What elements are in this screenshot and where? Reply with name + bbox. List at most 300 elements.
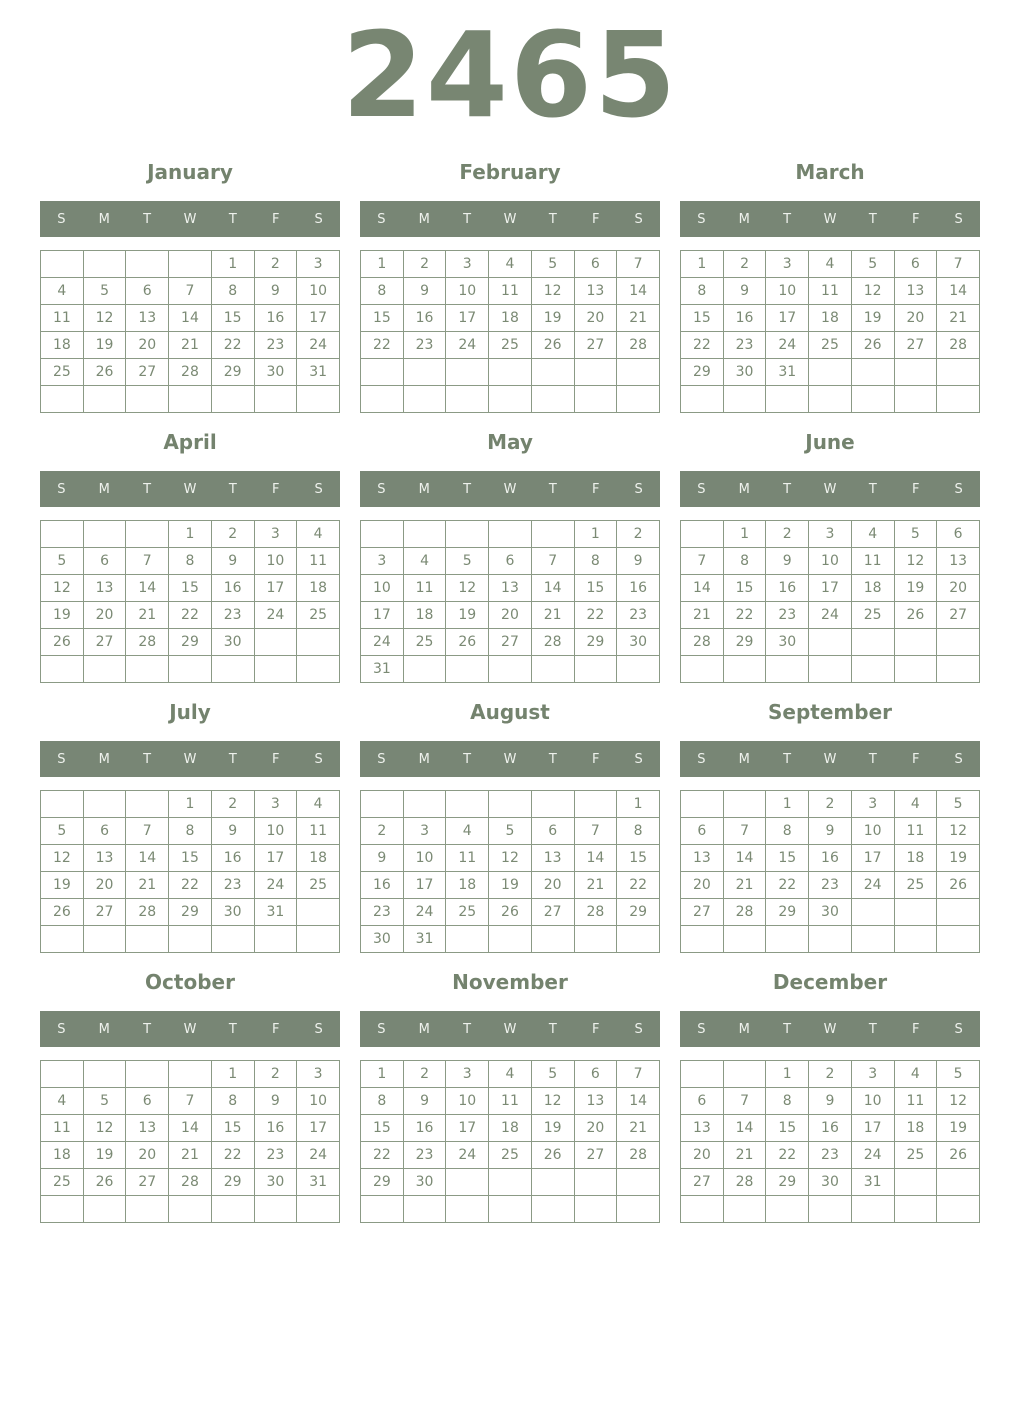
day-cell: 30 — [766, 629, 809, 656]
day-cell: 6 — [894, 251, 937, 278]
day-cell: 14 — [169, 1115, 212, 1142]
empty-day-cell — [169, 1196, 212, 1223]
day-cell: 9 — [809, 818, 852, 845]
weekday-label: M — [418, 481, 430, 497]
week-row — [361, 521, 660, 548]
weekday-header — [680, 201, 980, 237]
weekday-label: T — [783, 481, 792, 497]
day-cell: 17 — [809, 575, 852, 602]
month-block — [40, 700, 340, 953]
day-cell: 1 — [723, 521, 766, 548]
week-row — [361, 359, 660, 386]
weekday-label: T — [228, 481, 237, 497]
empty-day-cell — [297, 386, 340, 413]
week-row — [361, 1169, 660, 1196]
day-cell: 14 — [169, 305, 212, 332]
week-row — [361, 818, 660, 845]
week-row — [41, 899, 340, 926]
week-row — [681, 845, 980, 872]
day-cell: 10 — [403, 845, 446, 872]
empty-day-cell — [403, 359, 446, 386]
day-cell: 16 — [211, 845, 254, 872]
empty-day-cell — [126, 656, 169, 683]
day-cell: 22 — [361, 332, 404, 359]
day-cell: 5 — [894, 521, 937, 548]
week-row — [41, 1061, 340, 1088]
day-cell: 24 — [254, 872, 297, 899]
weekday-label: S — [377, 481, 386, 497]
weekday-label: S — [697, 1021, 706, 1037]
day-cell: 9 — [211, 818, 254, 845]
weekday-label: M — [418, 751, 430, 767]
week-row — [361, 1061, 660, 1088]
day-cell: 26 — [83, 359, 126, 386]
day-cell: 25 — [297, 872, 340, 899]
weekday-header — [680, 471, 980, 507]
day-cell: 17 — [446, 305, 489, 332]
empty-day-cell — [681, 791, 724, 818]
week-row — [361, 845, 660, 872]
empty-day-cell — [894, 1196, 937, 1223]
empty-day-cell — [574, 656, 617, 683]
day-cell: 25 — [446, 899, 489, 926]
day-cell: 3 — [297, 251, 340, 278]
day-cell: 12 — [41, 845, 84, 872]
day-cell: 25 — [489, 1142, 532, 1169]
day-cell: 8 — [766, 1088, 809, 1115]
day-cell: 7 — [531, 548, 574, 575]
week-row — [41, 386, 340, 413]
day-cell: 24 — [361, 629, 404, 656]
day-cell: 7 — [169, 278, 212, 305]
day-cell: 27 — [681, 899, 724, 926]
weekday-label: W — [183, 481, 197, 497]
empty-day-cell — [489, 386, 532, 413]
day-cell: 30 — [809, 1169, 852, 1196]
day-cell: 2 — [361, 818, 404, 845]
day-cell: 10 — [446, 1088, 489, 1115]
empty-day-cell — [297, 899, 340, 926]
day-cell: 23 — [809, 872, 852, 899]
empty-day-cell — [126, 386, 169, 413]
weekday-label: T — [548, 1021, 557, 1037]
day-cell: 13 — [126, 1115, 169, 1142]
day-cell: 26 — [489, 899, 532, 926]
empty-day-cell — [894, 359, 937, 386]
weekday-label: S — [697, 751, 706, 767]
empty-day-cell — [531, 1196, 574, 1223]
empty-day-cell — [894, 386, 937, 413]
day-cell: 27 — [126, 359, 169, 386]
empty-day-cell — [446, 386, 489, 413]
weekday-label: F — [911, 481, 920, 497]
day-cell: 31 — [361, 656, 404, 683]
empty-day-cell — [809, 1196, 852, 1223]
empty-day-cell — [766, 926, 809, 953]
empty-day-cell — [851, 899, 894, 926]
day-cell: 1 — [169, 521, 212, 548]
day-cell: 5 — [531, 251, 574, 278]
empty-day-cell — [937, 1169, 980, 1196]
day-cell: 24 — [297, 1142, 340, 1169]
empty-day-cell — [169, 656, 212, 683]
weekday-label: T — [868, 211, 877, 227]
day-cell: 12 — [489, 845, 532, 872]
day-cell: 28 — [681, 629, 724, 656]
day-cell: 18 — [41, 1142, 84, 1169]
empty-day-cell — [617, 1169, 660, 1196]
empty-day-cell — [83, 1061, 126, 1088]
empty-day-cell — [894, 629, 937, 656]
day-cell: 20 — [126, 332, 169, 359]
day-cell: 15 — [211, 1115, 254, 1142]
day-cell: 12 — [83, 1115, 126, 1142]
week-row — [681, 602, 980, 629]
empty-day-cell — [531, 656, 574, 683]
empty-day-cell — [169, 1061, 212, 1088]
day-cell: 25 — [489, 332, 532, 359]
day-cell: 4 — [489, 251, 532, 278]
day-cell: 27 — [937, 602, 980, 629]
day-cell: 8 — [681, 278, 724, 305]
weekday-label: F — [911, 751, 920, 767]
empty-day-cell — [937, 656, 980, 683]
day-cell: 10 — [297, 278, 340, 305]
empty-day-cell — [41, 656, 84, 683]
weekday-label: S — [697, 211, 706, 227]
weekday-label: T — [463, 1021, 472, 1037]
day-cell: 12 — [531, 1088, 574, 1115]
day-cell: 2 — [254, 251, 297, 278]
week-row — [681, 278, 980, 305]
empty-day-cell — [446, 926, 489, 953]
weekday-label: T — [143, 481, 152, 497]
day-cell: 20 — [126, 1142, 169, 1169]
week-row — [361, 872, 660, 899]
weekday-label: S — [954, 1021, 963, 1037]
weekday-label: M — [98, 211, 110, 227]
weekday-header — [680, 1011, 980, 1047]
empty-day-cell — [766, 1196, 809, 1223]
day-cell: 26 — [41, 899, 84, 926]
weekday-label: S — [314, 211, 323, 227]
week-row — [681, 332, 980, 359]
empty-day-cell — [446, 521, 489, 548]
month-days-table — [40, 1060, 340, 1223]
month-days-table — [680, 520, 980, 683]
week-row — [681, 305, 980, 332]
weekday-header — [360, 201, 660, 237]
empty-day-cell — [681, 521, 724, 548]
day-cell: 21 — [531, 602, 574, 629]
weekday-label: T — [463, 211, 472, 227]
day-cell: 15 — [361, 1115, 404, 1142]
day-cell: 27 — [83, 629, 126, 656]
day-cell: 24 — [851, 872, 894, 899]
day-cell: 31 — [851, 1169, 894, 1196]
week-row — [681, 386, 980, 413]
weekday-label: W — [183, 1021, 197, 1037]
day-cell: 26 — [937, 872, 980, 899]
day-cell: 5 — [937, 1061, 980, 1088]
weekday-label: T — [868, 751, 877, 767]
weekday-label: S — [634, 1021, 643, 1037]
day-cell: 8 — [169, 818, 212, 845]
day-cell: 12 — [851, 278, 894, 305]
weekday-label: T — [228, 211, 237, 227]
day-cell: 22 — [361, 1142, 404, 1169]
day-cell: 10 — [254, 818, 297, 845]
day-cell: 19 — [83, 1142, 126, 1169]
day-cell: 12 — [894, 548, 937, 575]
day-cell: 22 — [723, 602, 766, 629]
weekday-label: S — [634, 211, 643, 227]
week-row — [681, 1196, 980, 1223]
day-cell: 26 — [851, 332, 894, 359]
day-cell: 22 — [766, 872, 809, 899]
week-row — [41, 1142, 340, 1169]
weekday-label: T — [783, 1021, 792, 1037]
day-cell: 26 — [937, 1142, 980, 1169]
day-cell: 17 — [851, 845, 894, 872]
day-cell: 1 — [617, 791, 660, 818]
month-days-table — [40, 250, 340, 413]
day-cell: 9 — [254, 1088, 297, 1115]
empty-day-cell — [83, 386, 126, 413]
empty-day-cell — [851, 629, 894, 656]
day-cell: 16 — [403, 1115, 446, 1142]
empty-day-cell — [574, 1196, 617, 1223]
day-cell: 17 — [297, 305, 340, 332]
day-cell: 31 — [403, 926, 446, 953]
empty-day-cell — [361, 359, 404, 386]
day-cell: 11 — [851, 548, 894, 575]
day-cell: 19 — [41, 602, 84, 629]
day-cell: 11 — [894, 818, 937, 845]
day-cell: 23 — [254, 1142, 297, 1169]
empty-day-cell — [723, 791, 766, 818]
day-cell: 2 — [809, 791, 852, 818]
day-cell: 7 — [723, 1088, 766, 1115]
empty-day-cell — [297, 656, 340, 683]
day-cell: 11 — [894, 1088, 937, 1115]
week-row — [41, 629, 340, 656]
day-cell: 3 — [446, 251, 489, 278]
day-cell: 3 — [361, 548, 404, 575]
empty-day-cell — [766, 656, 809, 683]
weekday-label: T — [868, 481, 877, 497]
day-cell: 27 — [531, 899, 574, 926]
day-cell: 15 — [766, 845, 809, 872]
day-cell: 27 — [574, 1142, 617, 1169]
day-cell: 29 — [617, 899, 660, 926]
day-cell: 6 — [83, 818, 126, 845]
day-cell: 16 — [809, 845, 852, 872]
weekday-label: M — [418, 1021, 430, 1037]
weekday-label: F — [271, 751, 280, 767]
week-row — [361, 1088, 660, 1115]
day-cell: 23 — [403, 1142, 446, 1169]
month-title: August — [470, 700, 550, 724]
day-cell: 28 — [617, 1142, 660, 1169]
day-cell: 20 — [681, 1142, 724, 1169]
day-cell: 23 — [766, 602, 809, 629]
day-cell: 6 — [574, 1061, 617, 1088]
day-cell: 23 — [361, 899, 404, 926]
day-cell: 16 — [617, 575, 660, 602]
empty-day-cell — [254, 656, 297, 683]
empty-day-cell — [446, 1196, 489, 1223]
day-cell: 8 — [723, 548, 766, 575]
week-row — [41, 521, 340, 548]
month-days-table — [680, 250, 980, 413]
weekday-label: W — [823, 1021, 837, 1037]
day-cell: 25 — [403, 629, 446, 656]
day-cell: 27 — [574, 332, 617, 359]
empty-day-cell — [723, 926, 766, 953]
day-cell: 17 — [446, 1115, 489, 1142]
weekday-label: T — [548, 211, 557, 227]
week-row — [41, 656, 340, 683]
empty-day-cell — [489, 1169, 532, 1196]
day-cell: 18 — [41, 332, 84, 359]
empty-day-cell — [809, 926, 852, 953]
day-cell: 12 — [446, 575, 489, 602]
day-cell: 14 — [574, 845, 617, 872]
day-cell: 13 — [681, 1115, 724, 1142]
day-cell: 18 — [403, 602, 446, 629]
day-cell: 8 — [169, 548, 212, 575]
weekday-label: T — [143, 751, 152, 767]
day-cell: 27 — [83, 899, 126, 926]
empty-day-cell — [361, 1196, 404, 1223]
weekday-label: F — [911, 211, 920, 227]
week-row — [681, 251, 980, 278]
weekday-label: F — [911, 1021, 920, 1037]
day-cell: 20 — [531, 872, 574, 899]
day-cell: 17 — [766, 305, 809, 332]
day-cell: 9 — [809, 1088, 852, 1115]
day-cell: 2 — [403, 251, 446, 278]
week-row — [41, 575, 340, 602]
empty-day-cell — [617, 1196, 660, 1223]
day-cell: 25 — [809, 332, 852, 359]
day-cell: 19 — [83, 332, 126, 359]
weekday-label: S — [57, 751, 66, 767]
empty-day-cell — [297, 629, 340, 656]
day-cell: 30 — [617, 629, 660, 656]
empty-day-cell — [574, 386, 617, 413]
empty-day-cell — [617, 926, 660, 953]
week-row — [361, 656, 660, 683]
day-cell: 27 — [681, 1169, 724, 1196]
empty-day-cell — [851, 386, 894, 413]
day-cell: 28 — [574, 899, 617, 926]
day-cell: 16 — [403, 305, 446, 332]
day-cell: 24 — [403, 899, 446, 926]
weekday-label: T — [868, 1021, 877, 1037]
week-row — [681, 359, 980, 386]
day-cell: 24 — [766, 332, 809, 359]
empty-day-cell — [681, 1196, 724, 1223]
day-cell: 5 — [83, 1088, 126, 1115]
day-cell: 29 — [681, 359, 724, 386]
day-cell: 13 — [83, 575, 126, 602]
day-cell: 16 — [254, 1115, 297, 1142]
day-cell: 11 — [403, 575, 446, 602]
weekday-label: M — [98, 481, 110, 497]
day-cell: 2 — [211, 521, 254, 548]
week-row — [681, 1142, 980, 1169]
day-cell: 20 — [83, 872, 126, 899]
weekday-label: T — [463, 481, 472, 497]
month-days-table — [40, 790, 340, 953]
day-cell: 17 — [254, 575, 297, 602]
week-row — [681, 575, 980, 602]
empty-day-cell — [446, 1169, 489, 1196]
empty-day-cell — [723, 656, 766, 683]
day-cell: 22 — [766, 1142, 809, 1169]
weekday-label: M — [98, 1021, 110, 1037]
weekday-label: T — [463, 751, 472, 767]
weekday-label: T — [143, 211, 152, 227]
week-row — [361, 629, 660, 656]
empty-day-cell — [937, 359, 980, 386]
day-cell: 14 — [681, 575, 724, 602]
day-cell: 4 — [851, 521, 894, 548]
weekday-label: W — [503, 211, 517, 227]
week-row — [41, 791, 340, 818]
day-cell: 30 — [254, 359, 297, 386]
day-cell: 15 — [169, 845, 212, 872]
month-block — [40, 970, 340, 1223]
day-cell: 29 — [766, 1169, 809, 1196]
empty-day-cell — [809, 656, 852, 683]
empty-day-cell — [83, 1196, 126, 1223]
day-cell: 7 — [574, 818, 617, 845]
empty-day-cell — [83, 251, 126, 278]
day-cell: 12 — [41, 575, 84, 602]
day-cell: 22 — [617, 872, 660, 899]
day-cell: 7 — [617, 1061, 660, 1088]
day-cell: 10 — [361, 575, 404, 602]
weekday-label: S — [954, 751, 963, 767]
weekday-label: S — [377, 751, 386, 767]
empty-day-cell — [446, 359, 489, 386]
weekday-label: W — [183, 211, 197, 227]
day-cell: 24 — [254, 602, 297, 629]
weekday-label: S — [57, 481, 66, 497]
day-cell: 27 — [894, 332, 937, 359]
empty-day-cell — [851, 656, 894, 683]
day-cell: 5 — [937, 791, 980, 818]
day-cell: 20 — [681, 872, 724, 899]
day-cell: 4 — [403, 548, 446, 575]
day-cell: 20 — [937, 575, 980, 602]
weekday-label: S — [954, 211, 963, 227]
month-title: September — [768, 700, 892, 724]
day-cell: 29 — [169, 899, 212, 926]
day-cell: 19 — [937, 1115, 980, 1142]
week-row — [681, 1061, 980, 1088]
day-cell: 11 — [41, 1115, 84, 1142]
day-cell: 5 — [489, 818, 532, 845]
month-block — [360, 430, 660, 683]
day-cell: 23 — [617, 602, 660, 629]
week-row — [681, 521, 980, 548]
weekday-label: F — [271, 481, 280, 497]
day-cell: 4 — [41, 278, 84, 305]
